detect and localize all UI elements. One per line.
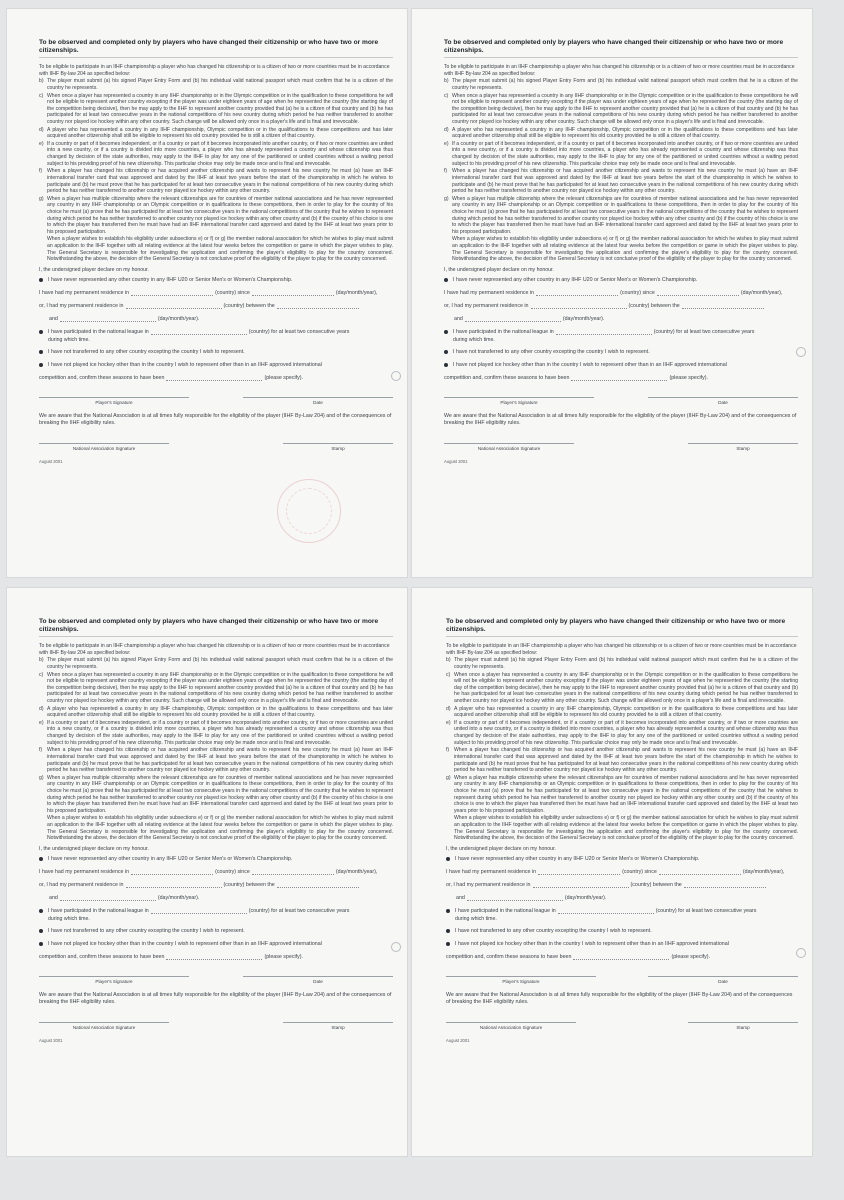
awareness-statement: We are aware that the National Association is at all times fully responsible for the eligibility of the player (IIHF By-Law 204) and of the consequences of breaking the IIHF eligibility rules. (39, 412, 392, 426)
rule-marker: g) (444, 195, 449, 202)
never-represented-text: I have never represented any other country in any IIHF U20 or Senior Men's or Women's Championship. (453, 276, 698, 283)
competition-label: competition and, confirm these seasons to have been (446, 953, 572, 960)
form-sheet-top-right (412, 9, 812, 577)
league-country-field[interactable] (556, 329, 652, 335)
na-signature-line (444, 443, 574, 444)
faded-seal-stamp (277, 479, 341, 543)
rules-list (39, 657, 393, 814)
residence-between-line (39, 303, 393, 309)
rule-text: If a country or part of it becomes independent, or if a country or part of it becomes incorporated into another country, or if two or more countries are united into a new country, or if a country is divided into more countries, a player who has already represented a country and whose citizenship was thus changed by decision of the state authorities, may apply to the IIHF to play for any one of the partitioned or united countries without a waiting period subject to his providing proof of his new citizenship. This particular choice may only be made once and is final and irrevocable. (47, 140, 393, 167)
rule-marker: b) (444, 78, 449, 85)
rule-marker: c) (39, 671, 44, 678)
player-signature-line (39, 976, 189, 977)
rule-marker: d) (444, 126, 449, 133)
na-signature-block[interactable] (446, 1022, 576, 1030)
rule-item (444, 141, 798, 167)
rule-marker: f) (444, 168, 448, 175)
form-body (444, 618, 798, 1043)
never-represented-line (444, 277, 798, 283)
form-sheet-top-left (7, 9, 407, 577)
competition-label: competition and, confirm these seasons to have been (39, 953, 165, 960)
rule-marker: c) (444, 92, 449, 99)
country-between-label: (country) between the (630, 881, 682, 888)
punch-hole-mark (391, 942, 401, 952)
rule-marker: f) (446, 747, 450, 754)
punch-hole-mark (391, 371, 401, 381)
never-represented-line (446, 856, 798, 862)
stamp-block[interactable] (688, 443, 798, 451)
rule-marker: g) (446, 774, 451, 781)
residence-label: I have had my permanent residence in (446, 868, 537, 875)
residence-since-date-field[interactable] (252, 869, 334, 875)
player-signature-row (446, 976, 798, 984)
not-transferred-text: I have not transferred to any other country excepting the country I wish to represent. (48, 348, 245, 355)
stamp-block[interactable] (283, 1022, 393, 1030)
rule-item (39, 706, 393, 719)
rule-text: When a player has multiple citizenship where the relevant citizenships are for countries of member national associations and he has never represented any country in any IIHF championship or an Olympic competition or in qualifications to these competitions, then in order to play for the country of his choice he must (a) prove that he has participated for at least two consecutive years in the national competitions of the country that he wishes to represent during which period he has neither transferred to another country nor played ice hockey within any other country and (b) if the country of his choice is one to which the player has transferred then he must have had an IIHF international transfer card approved and dated by the IIHF at least two years prior to his proposed participation. (452, 195, 798, 235)
player-signature-block[interactable] (446, 976, 596, 984)
rule-item (444, 127, 798, 140)
country-between-label: (country) between the (628, 302, 680, 309)
rule-marker: d) (39, 126, 44, 133)
seasons-field[interactable] (166, 375, 262, 381)
rule-text: If a country or part of it becomes independent, or if a country or part of it becomes incorporated into another country, or if two or more countries are united into a new country, or if a country is divided into more countries, a player who has already represented a country and whose citizenship was thus changed by decision of the state authorities, may apply to the IIHF to play for any one of the partitioned or united countries without a waiting period subject to his providing proof of his new citizenship. This particular choice may only be made once and is final and irrevocable. (47, 719, 393, 746)
rule-item (446, 672, 798, 705)
residence-since-date-field[interactable] (659, 869, 741, 875)
league-country-field[interactable] (151, 329, 247, 335)
stamp-block[interactable] (688, 1022, 798, 1030)
rule-item (39, 657, 393, 670)
continuation-text: When a player wishes to establish his eligibility under subsections e) or f) or g) the member national association for which he wishes to play must submit an application to the IIHF together with all relating evidence at the latest four weeks before the competition or game in which the player wishes to play. The General Secretary is responsible for investigating the application and confirming the player's eligibility to play for the country concerned. Notwithstanding the above, the decision of the General Secretary is not conclusive proof of the eligibility of the player to play for the country concerned. (452, 236, 798, 263)
residence-since-line (444, 290, 798, 296)
not-played-text: I have not played ice hockey other than in the country I wish to represent other than in an IIHF approved international (48, 940, 322, 947)
please-specify-label: (please specify). (671, 953, 711, 960)
between-start-date-field[interactable] (682, 303, 764, 309)
competition-line (446, 954, 798, 960)
declaration-line: I, the undersigned player declare on my honour. (39, 266, 149, 273)
league-label: I have participated in the national league in (48, 328, 149, 335)
date-label: Date (313, 978, 323, 984)
rule-marker: e) (39, 140, 44, 147)
declaration-line: I, the undersigned player declare on my honour. (446, 845, 556, 852)
never-represented-text: I have never represented any other country in any IIHF U20 or Senior Men's or Women's Championship. (48, 276, 293, 283)
na-signature-label: National Association Signature (479, 1024, 543, 1030)
punch-hole-mark (796, 347, 806, 357)
residence-country-field[interactable] (131, 290, 213, 296)
date-format-label: (day/month/year), (742, 868, 785, 875)
form-heading: To be observed and completed only by players who have changed their citizenship or who have two or more citizenships. (39, 618, 393, 637)
and-label: and (49, 315, 58, 322)
rule-text: The player must submit (a) his signed Player Entry Form and (b) his individual valid national passport which must confirm that he is a citizen of the country he represents. (47, 78, 393, 91)
not-played-line (446, 941, 798, 947)
player-signature-label: Player's Signature (95, 978, 133, 984)
rule-item (39, 168, 393, 194)
form-body (39, 618, 393, 1043)
rule-text: When a player has multiple citizenship where the relevant citizenships are for countries of member national associations and he has never represented any country in any IIHF championship or an Olympic competition or in qualifications to these competitions, then in order to play for the country of his choice he must (a) prove that he has participated for at least two consecutive years in the national competitions of the country that he wishes to represent during which period he has neither transferred to another country nor played ice hockey within any other country and (b) if the country of his choice is one to which the player has transferred then he must have had an IIHF international transfer card approved and dated by the IIHF at least two years prior to his proposed participation. (47, 195, 393, 235)
rules-list (39, 78, 393, 235)
rule-item (446, 775, 798, 815)
not-played-line (39, 941, 393, 947)
and-label: and (454, 315, 463, 322)
rule-marker: g) (39, 774, 44, 781)
not-transferred-text: I have not transferred to any other country excepting the country I wish to represent. (453, 348, 650, 355)
competition-line (39, 375, 393, 381)
seasons-field[interactable] (571, 375, 667, 381)
country-between-label: (country) between the (223, 302, 275, 309)
league-line (39, 329, 393, 335)
association-signature-row (446, 1022, 798, 1030)
residence-since-date-field[interactable] (657, 290, 739, 296)
residence-since-line (446, 869, 798, 875)
form-intro: To be eligible to participate in an IIHF championship a player who has changed his citizenship or is a citizen of two or more countries must be in accordance with IIHF By-law 204 as specified below: (446, 643, 797, 656)
rule-text: When a player has changed his citizenship or has acquired another citizenship and wants to represent his new country he must (a) have an IIHF international transfer card that was approved and dated by the IIHF at least two years before the start of the championship in which he wishes to participate and (b) he must prove that he has participated for at least two consecutive years in the national competitions of his new country during which period he has neither transferred to another country nor played ice hockey within any other country. (47, 747, 393, 774)
country-since-label: (country) since (215, 868, 250, 875)
player-signature-block[interactable] (444, 397, 594, 405)
residence-between-country-field[interactable] (531, 303, 627, 309)
date-format-label: (day/month/year), (740, 289, 783, 296)
seasons-field[interactable] (573, 954, 669, 960)
rule-item (39, 93, 393, 126)
form-heading: To be observed and completed only by players who have changed their citizenship or who have two or more citizenships. (446, 618, 798, 637)
form-intro: To be eligible to participate in an IIHF championship a player who has changed his citizenship or is a citizen of two or more countries must be in accordance with IIHF By-law 204 as specified below: (39, 643, 390, 656)
stamp-line (688, 443, 798, 444)
rule-item (39, 672, 393, 705)
na-signature-line (39, 443, 169, 444)
rule-text: When once a player has represented a country in any IIHF championship or in the Olympic competition or in the qualification to these competitions he will not be eligible to represent another country excepting if the player was under eighteen years of age when he represented the country (the starting day of the competition being decisive), then he may apply to the IIHF to represent another country provided that (a) he is a citizen of that country and (b) he has participated for at least two consecutive years in the national competitions of his new country during which period he has neither transferred to another country nor played ice hockey within any other country. Such change will be allowed only once in a player's life and is final and irrevocable. (47, 92, 393, 126)
rule-text: When a player has changed his citizenship or has acquired another citizenship and wants to represent his new country he must (a) have an IIHF international transfer card that was approved and dated by the IIHF at least two years before the start of the championship in which he wishes to participate and (b) he must prove that he has participated for at least two consecutive years in the national competitions of his new country during which period he has neither transferred to another country nor played ice hockey within any other country. (454, 747, 798, 774)
na-signature-block[interactable] (39, 1022, 169, 1030)
league-country-field[interactable] (151, 908, 247, 914)
association-signature-row (444, 443, 798, 451)
date-label: Date (313, 399, 323, 405)
residence-end-line (446, 895, 798, 901)
residence-country-field[interactable] (131, 869, 213, 875)
rule-item (39, 78, 393, 91)
country-between-label: (country) between the (223, 881, 275, 888)
date-label: Date (718, 978, 728, 984)
between-end-date-field[interactable] (467, 895, 563, 901)
not-played-text: I have not played ice hockey other than in the country I wish to represent other than in an IIHF approved international (455, 940, 729, 947)
residence-label: I have had my permanent residence in (39, 289, 130, 296)
not-played-line (39, 362, 393, 368)
form-heading: To be observed and completed only by players who have changed their citizenship or who have two or more citizenships. (444, 39, 798, 58)
between-start-date-field[interactable] (277, 882, 359, 888)
residence-country-field[interactable] (536, 290, 618, 296)
stamp-label: Stamp (331, 1024, 345, 1030)
date-block[interactable] (243, 397, 393, 405)
rule-marker: b) (446, 657, 451, 664)
stamp-line (283, 443, 393, 444)
na-signature-line (39, 1022, 169, 1023)
form-body (444, 39, 798, 464)
residence-since-date-field[interactable] (252, 290, 334, 296)
rule-item (444, 93, 798, 126)
player-signature-block[interactable] (39, 397, 189, 405)
edition-date: August 2001 (39, 1037, 63, 1043)
residence-since-line (39, 869, 393, 875)
player-signature-row (39, 976, 393, 984)
between-end-date-field[interactable] (60, 316, 156, 322)
never-represented-text: I have never represented any other country in any IIHF U20 or Senior Men's or Women's Championship. (455, 855, 700, 862)
rule-item (39, 720, 393, 746)
rule-text: When a player has changed his citizenship or has acquired another citizenship and wants to represent his new country he must (a) have an IIHF international transfer card that was approved and dated by the IIHF at least two years before the start of the championship in which he wishes to participate and (b) he must prove that he has participated for at least two consecutive years in the national competitions of his new country during which period he has neither transferred to another country nor played ice hockey within any other country. (47, 168, 393, 195)
residence-since-line (39, 290, 393, 296)
not-played-line (444, 362, 798, 368)
seasons-field[interactable] (166, 954, 262, 960)
rule-text: If a country or part of it becomes independent, or if a country or part of it becomes incorporated into another country, or if two or more countries are united into a new country, or if a country is divided into more countries, a player who has already represented a country and whose citizenship was thus changed by decision of the state authorities, may apply to the IIHF to play for any one of the partitioned or united countries without a waiting period subject to his providing proof of his new citizenship. This particular choice may only be made once and is final and irrevocable. (454, 719, 798, 746)
date-block[interactable] (648, 397, 798, 405)
competition-line (39, 954, 393, 960)
stamp-label: Stamp (736, 445, 750, 451)
rule-item (39, 141, 393, 167)
rules-list (444, 78, 798, 235)
edition-date: August 2001 (444, 458, 468, 464)
rule-marker: f) (39, 747, 43, 754)
rule-text: If a country or part of it becomes independent, or if a country or part of it becomes incorporated into another country, or if two or more countries are united into a new country, or if a country is divided into more countries, a player who has already represented a country and whose citizenship was thus changed by decision of the state authorities, may apply to the IIHF to play for any one of the partitioned or united countries without a waiting period subject to his providing proof of his new citizenship. This particular choice may only be made once and is final and irrevocable. (452, 140, 798, 167)
please-specify-label: (please specify). (669, 374, 709, 381)
date-line (243, 397, 393, 398)
between-start-date-field[interactable] (277, 303, 359, 309)
date-label: Date (718, 399, 728, 405)
and-label: and (49, 894, 58, 901)
rule-marker: g) (39, 195, 44, 202)
declaration-line: I, the undersigned player declare on my honour. (39, 845, 149, 852)
league-line (446, 908, 798, 914)
rule-marker: f) (39, 168, 43, 175)
continuation-text: When a player wishes to establish his eligibility under subsections e) or f) or g) the member national association for which he wishes to play must submit an application to the IIHF together with all relating evidence at the latest four weeks before the competition or game in which the player wishes to play. The General Secretary is responsible for investigating the application and confirming the player's eligibility to play for the country concerned. Notwithstanding the above, the decision of the General Secretary is not conclusive proof of the eligibility of the player to play for the country concerned. (47, 815, 393, 842)
rule-text: A player who has represented a country in any IIHF championship, Olympic competition or in the qualifications to these competitions and has later acquired another citizenship shall still be eligible to represent his old country provided he is still a citizen of that country. (47, 705, 393, 719)
continuation-text: When a player wishes to establish his eligibility under subsections e) or f) or g) the member national association for which he wishes to play must submit an application to the IIHF together with all relating evidence at the latest four weeks before the competition or game in which the player wishes to play. The General Secretary is responsible for investigating the application and confirming the player's eligibility to play for the country concerned. Notwithstanding the above, the decision of the General Secretary is not conclusive proof of the eligibility of the player to play for the country concerned. (454, 815, 798, 842)
form-heading: To be observed and completed only by players who have changed their citizenship or who have two or more citizenships. (39, 39, 393, 58)
date-format-label: (day/month/year), (335, 868, 378, 875)
date-format-end-label: (day/month/year). (157, 894, 200, 901)
never-represented-text: I have never represented any other country in any IIHF U20 or Senior Men's or Women's Championship. (48, 855, 293, 862)
na-signature-block[interactable] (39, 443, 169, 451)
stamp-line (283, 1022, 393, 1023)
date-line (243, 976, 393, 977)
na-signature-label: National Association Signature (72, 1024, 136, 1030)
rule-item (446, 657, 798, 670)
league-continuation: during which time. (48, 915, 90, 922)
declaration-line: I, the undersigned player declare on my honour. (444, 266, 554, 273)
residence-between-label: or, I had my permanent residence in (39, 881, 124, 888)
date-format-end-label: (day/month/year). (564, 894, 607, 901)
date-line (648, 397, 798, 398)
form-sheet-bottom-left (7, 588, 407, 1156)
please-specify-label: (please specify). (264, 374, 304, 381)
residence-between-label: or, I had my permanent residence in (446, 881, 531, 888)
rule-text: A player who has represented a country in any IIHF championship, Olympic competition or in the qualifications to these competitions and has later acquired another citizenship shall still be eligible to represent his old country provided he is still a citizen of that country. (454, 705, 798, 719)
between-start-date-field[interactable] (684, 882, 766, 888)
player-signature-line (444, 397, 594, 398)
stamp-block[interactable] (283, 443, 393, 451)
rule-text: The player must submit (a) his signed Player Entry Form and (b) his individual valid national passport which must confirm that he is a citizen of the country he represents. (452, 78, 798, 91)
stamp-label: Stamp (736, 1024, 750, 1030)
league-country-field[interactable] (558, 908, 654, 914)
na-signature-line (446, 1022, 576, 1023)
rule-text: A player who has represented a country in any IIHF championship, Olympic competition or in the qualifications to these competitions and has later acquired another citizenship shall still be eligible to represent his old country provided he is still a citizen of that country. (452, 126, 798, 140)
residence-country-field[interactable] (538, 869, 620, 875)
rule-text: When a player has changed his citizenship or has acquired another citizenship and wants to represent his new country he must (a) have an IIHF international transfer card that was approved and dated by the IIHF at least two years before the start of the championship in which he wishes to participate and (b) he must prove that he has participated for at least two consecutive years in the national competitions of his new country during which period he has neither transferred to another country nor played ice hockey within any other country. (452, 168, 798, 195)
date-format-label: (day/month/year), (335, 289, 378, 296)
residence-label: I have had my permanent residence in (39, 868, 130, 875)
date-format-end-label: (day/month/year). (157, 315, 200, 322)
rule-marker: e) (39, 719, 44, 726)
country-since-label: (country) since (622, 868, 657, 875)
competition-line (444, 375, 798, 381)
rule-text: The player must submit (a) his signed Player Entry Form and (b) his individual valid national passport which must confirm that he is a citizen of the country he represents. (47, 657, 393, 670)
player-signature-line (39, 397, 189, 398)
rule-item (444, 168, 798, 194)
rule-item (446, 706, 798, 719)
rule-marker: e) (444, 140, 449, 147)
never-represented-line (39, 277, 393, 283)
rule-item (444, 78, 798, 91)
date-block[interactable] (648, 976, 798, 984)
league-years-label: (country) for at least two consecutive years (248, 328, 350, 335)
between-end-date-field[interactable] (465, 316, 561, 322)
rule-item (446, 720, 798, 746)
residence-label: I have had my permanent residence in (444, 289, 535, 296)
not-transferred-line (39, 349, 393, 355)
league-years-label: (country) for at least two consecutive years (655, 907, 757, 914)
please-specify-label: (please specify). (264, 953, 304, 960)
league-label: I have participated in the national league in (453, 328, 554, 335)
stamp-label: Stamp (331, 445, 345, 451)
not-transferred-line (39, 928, 393, 934)
rule-marker: b) (39, 78, 44, 85)
edition-date: August 2001 (39, 458, 63, 464)
residence-between-label: or, I had my permanent residence in (444, 302, 529, 309)
punch-hole-mark (796, 948, 806, 958)
not-played-text: I have not played ice hockey other than in the country I wish to represent other than in an IIHF approved international (48, 361, 322, 368)
residence-between-country-field[interactable] (126, 882, 222, 888)
residence-between-line (444, 303, 798, 309)
residence-between-line (39, 882, 393, 888)
na-signature-block[interactable] (444, 443, 574, 451)
association-signature-row (39, 1022, 393, 1030)
rule-text: When once a player has represented a country in any IIHF championship or in the Olympic competition or in the qualification to these competitions he will not be eligible to represent another country excepting if the player was under eighteen years of age when he represented the country (the starting day of the competition being decisive), then he may apply to the IIHF to represent another country provided that (a) he is a citizen of that country and (b) he has participated for at least two consecutive years in the national competitions of his new country during which period he has neither transferred to another country nor played ice hockey within any other country. Such change will be allowed only once in a player's life and is final and irrevocable. (454, 671, 798, 705)
not-transferred-text: I have not transferred to any other country excepting the country I wish to represent. (455, 927, 652, 934)
rule-marker: b) (39, 657, 44, 664)
rule-item (446, 747, 798, 773)
country-since-label: (country) since (215, 289, 250, 296)
not-played-text: I have not played ice hockey other than in the country I wish to represent other than in an IIHF approved international (453, 361, 727, 368)
stamp-line (688, 1022, 798, 1023)
not-transferred-line (444, 349, 798, 355)
rule-text: When a player has multiple citizenship where the relevant citizenships are for countries of member national associations and he has never represented any country in any IIHF championship or an Olympic competition or in qualifications to these competitions, then in order to play for the country of his choice he must (a) prove that he has participated for at least two consecutive years in the national competitions of the country that he wishes to represent during which period he has neither transferred to another country nor played ice hockey within any other country and (b) if the country of his choice is one to which the player has transferred then he must have had an IIHF international transfer card approved and dated by the IIHF at least two years prior to his proposed participation. (454, 774, 798, 814)
league-continuation: during which time. (48, 336, 90, 343)
residence-between-country-field[interactable] (533, 882, 629, 888)
player-signature-line (446, 976, 596, 977)
association-signature-row (39, 443, 393, 451)
rule-text: When once a player has represented a country in any IIHF championship or in the Olympic competition or in the qualification to these competitions he will not be eligible to represent another country excepting if the player was under eighteen years of age when he represented the country (the starting day of the competition being decisive), then he may apply to the IIHF to represent another country provided that (a) he is a citizen of that country and (b) he has participated for at least two consecutive years in the national competitions of his new country during which period he has neither transferred to another country nor played ice hockey within any other country. Such change will be allowed only once in a player's life and is final and irrevocable. (47, 671, 393, 705)
player-signature-row (444, 397, 798, 405)
awareness-statement: We are aware that the National Association is at all times fully responsible for the eligibility of the player (IIHF By-Law 204) and of the consequences of breaking the IIHF eligibility rules. (446, 991, 793, 1005)
rule-marker: c) (39, 92, 44, 99)
residence-end-line (39, 895, 393, 901)
residence-between-line (446, 882, 798, 888)
league-years-label: (country) for at least two consecutive years (248, 907, 350, 914)
date-line (648, 976, 798, 977)
league-label: I have participated in the national league in (455, 907, 556, 914)
rule-text: The player must submit (a) his signed Player Entry Form and (b) his individual valid national passport which must confirm that he is a citizen of the country he represents. (454, 657, 798, 670)
competition-label: competition and, confirm these seasons to have been (39, 374, 165, 381)
player-signature-label: Player's Signature (502, 978, 540, 984)
date-format-end-label: (day/month/year). (562, 315, 605, 322)
rule-item (39, 127, 393, 140)
rule-text: When a player has multiple citizenship where the relevant citizenships are for countries of member national associations and he has never represented any country in any IIHF championship or an Olympic competition or in qualifications to these competitions, then in order to play for the country of his choice he must (a) prove that he has participated for at least two consecutive years in the national competitions of the country that he wishes to represent during which period he has neither transferred to another country nor played ice hockey within any other country and (b) if the country of his choice is one to which the player has transferred then he must have had an IIHF international transfer card approved and dated by the IIHF at least two years prior to his proposed participation. (47, 774, 393, 814)
league-label: I have participated in the national league in (48, 907, 149, 914)
continuation-text: When a player wishes to establish his eligibility under subsections e) or f) or g) the member national association for which he wishes to play must submit an application to the IIHF together with all relating evidence at the latest four weeks before the competition or game in which the player wishes to play. The General Secretary is responsible for investigating the application and confirming the player's eligibility to play for the country concerned. Notwithstanding the above, the decision of the General Secretary is not conclusive proof of the eligibility of the player to play for the country concerned. (47, 236, 393, 263)
not-transferred-text: I have not transferred to any other country excepting the country I wish to represent. (48, 927, 245, 934)
date-block[interactable] (243, 976, 393, 984)
na-signature-label: National Association Signature (477, 445, 541, 451)
league-line (39, 908, 393, 914)
player-signature-label: Player's Signature (95, 399, 133, 405)
competition-label: competition and, confirm these seasons to have been (444, 374, 570, 381)
rule-marker: d) (446, 705, 451, 712)
residence-end-line (39, 316, 393, 322)
never-represented-line (39, 856, 393, 862)
awareness-statement: We are aware that the National Association is at all times fully responsible for the eligibility of the player (IIHF By-Law 204) and of the consequences of breaking the IIHF eligibility rules. (39, 991, 392, 1005)
form-sheet-bottom-right (412, 588, 812, 1156)
player-signature-block[interactable] (39, 976, 189, 984)
not-transferred-line (446, 928, 798, 934)
residence-between-country-field[interactable] (126, 303, 222, 309)
rule-item (444, 196, 798, 236)
league-continuation: during which time. (455, 915, 497, 922)
league-continuation: during which time. (453, 336, 495, 343)
rule-text: A player who has represented a country in any IIHF championship, Olympic competition or in the qualifications to these competitions and has later acquired another citizenship shall still be eligible to represent his old country provided he is still a citizen of that country. (47, 126, 393, 140)
player-signature-label: Player's Signature (500, 399, 538, 405)
player-signature-row (39, 397, 393, 405)
rule-item (39, 747, 393, 773)
country-since-label: (country) since (620, 289, 655, 296)
na-signature-label: National Association Signature (72, 445, 136, 451)
rules-list (446, 657, 798, 814)
awareness-statement: We are aware that the National Association is at all times fully responsible for the eligibility of the player (IIHF By-Law 204) and of the consequences of breaking the IIHF eligibility rules. (444, 412, 797, 426)
rule-marker: c) (446, 671, 451, 678)
rule-marker: e) (446, 719, 451, 726)
league-years-label: (country) for at least two consecutive years (653, 328, 755, 335)
form-intro: To be eligible to participate in an IIHF championship a player who has changed his citizenship or is a citizen of two or more countries must be in accordance with IIHF By-law 204 as specified below: (444, 64, 795, 77)
rule-marker: d) (39, 705, 44, 712)
edition-date: August 2001 (446, 1037, 470, 1043)
form-intro: To be eligible to participate in an IIHF championship a player who has changed his citizenship or is a citizen of two or more countries must be in accordance with IIHF By-law 204 as specified below: (39, 64, 390, 77)
between-end-date-field[interactable] (60, 895, 156, 901)
residence-between-label: or, I had my permanent residence in (39, 302, 124, 309)
rule-text: When once a player has represented a country in any IIHF championship or in the Olympic competition or in the qualification to these competitions he will not be eligible to represent another country excepting if the player was under eighteen years of age when he represented the country (the starting day of the competition being decisive), then he may apply to the IIHF to represent another country provided that (a) he is a citizen of that country and (b) he has participated for at least two consecutive years in the national competitions of his new country during which period he has neither transferred to another country nor played ice hockey within any other country. Such change will be allowed only once in a player's life and is final and irrevocable. (452, 92, 798, 126)
and-label: and (456, 894, 465, 901)
form-body (39, 39, 393, 464)
league-line (444, 329, 798, 335)
residence-end-line (444, 316, 798, 322)
rule-item (39, 196, 393, 236)
rule-item (39, 775, 393, 815)
